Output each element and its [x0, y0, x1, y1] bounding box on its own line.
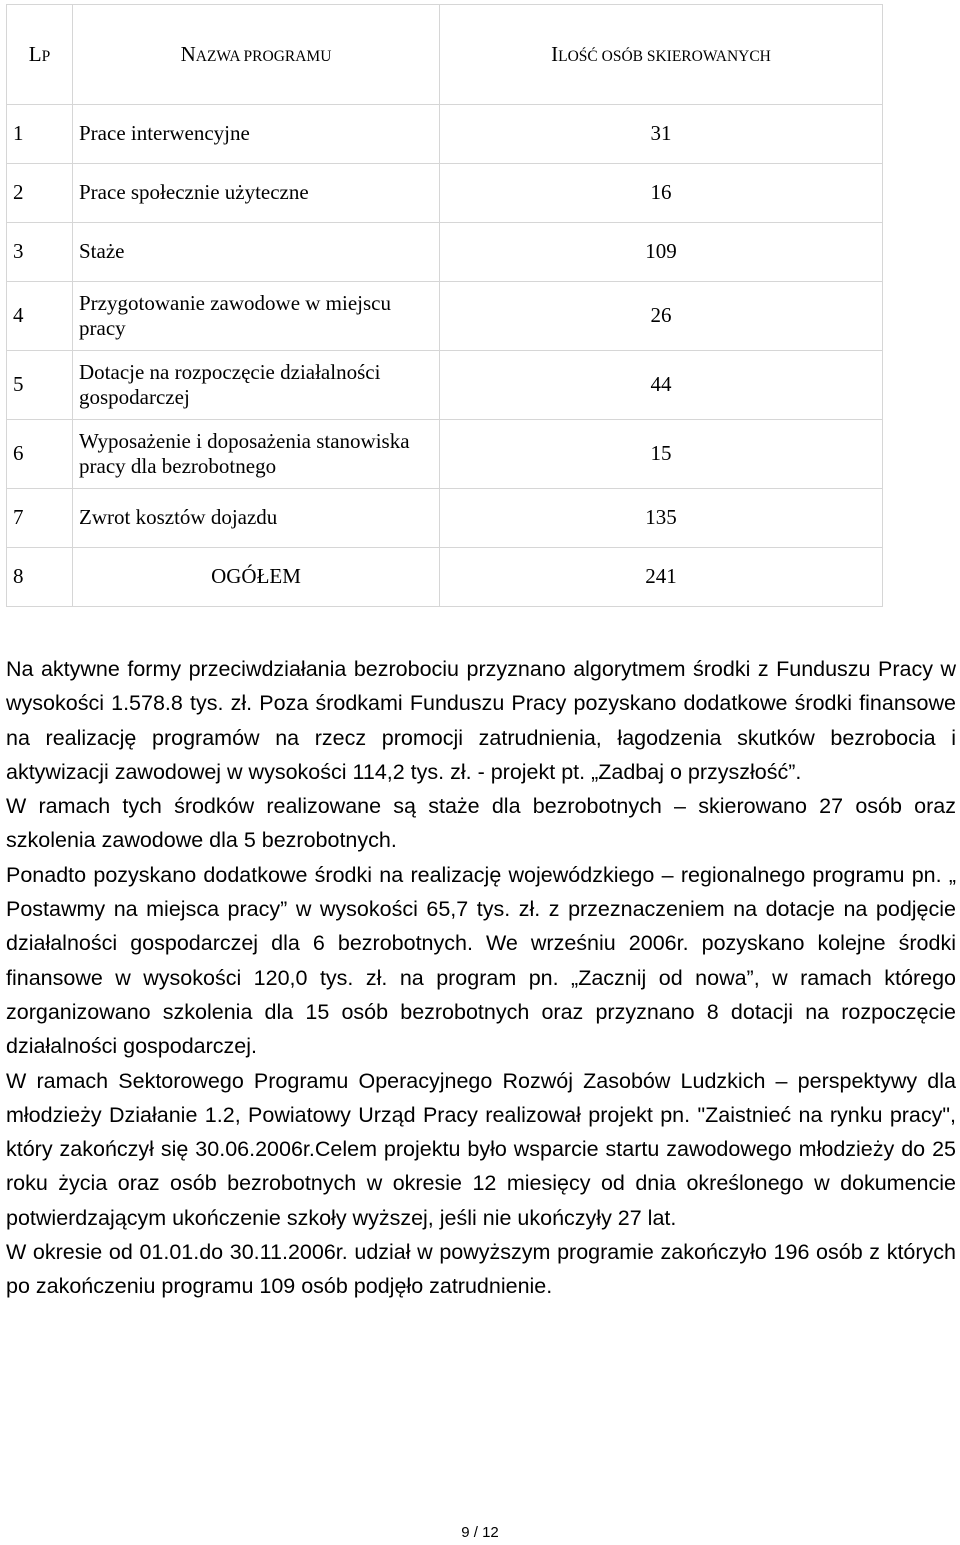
row-count: 16 — [440, 164, 883, 223]
table-row-total — [7, 548, 883, 607]
row-lp: 1 — [7, 105, 73, 164]
paragraph: W okresie od 01.01.do 30.11.2006r. udział w powyższym programie zakończyło 196 osób z których po zakończeniu programu 109 osób podjęło zatrudnienie. — [6, 1240, 956, 1299]
row-name: OGÓŁEM — [73, 548, 440, 607]
row-name: Przygotowanie zawodowe w miejscu pracy — [73, 282, 440, 351]
header-count — [440, 5, 883, 105]
header-lp-first: L — [28, 41, 42, 66]
header-count-rest: LOŚĆ OSÓB SKIEROWANYCH — [558, 47, 771, 65]
paragraph: W ramach Sektorowego Programu Operacyjnego Rozwój Zasobów Ludzkich – perspektywy dla młodzieży Działanie 1.2, Powiatowy Urząd Pracy realizował projekt pn. "Zaistnieć na rynku pracy", który zakończył się 30.06.2006r.Celem projektu było wsparcie startu zawodowego młodzieży do 25 roku życia oraz osób bezrobotnych w okresie 12 miesięcy od dnia określonego w dokumencie potwierdzającym ukończenie szkoły wyższej, jeśli nie ukończyły 27 lat. — [6, 1068, 956, 1230]
table-row — [7, 489, 883, 548]
row-lp: 3 — [7, 223, 73, 282]
table-row — [7, 351, 883, 420]
header-lp-rest: P — [41, 47, 51, 65]
row-lp: 2 — [7, 164, 73, 223]
row-lp: 5 — [7, 351, 73, 420]
row-name: Staże — [73, 223, 440, 282]
row-count: 15 — [440, 420, 883, 489]
table-header-row — [7, 5, 883, 105]
row-count: 241 — [440, 548, 883, 607]
page-number: 9 / 12 — [461, 1524, 499, 1541]
body-text — [6, 652, 956, 1304]
row-count: 44 — [440, 351, 883, 420]
table-row — [7, 105, 883, 164]
row-name: Wyposażenie i doposażenia stanowiska pracy dla bezrobotnego — [73, 420, 440, 489]
header-name — [73, 5, 440, 105]
row-lp: 4 — [7, 282, 73, 351]
programs-table — [6, 4, 883, 607]
header-name-rest: AZWA PROGRAMU — [195, 47, 332, 65]
row-count: 26 — [440, 282, 883, 351]
table-row — [7, 282, 883, 351]
row-name: Zwrot kosztów dojazdu — [73, 489, 440, 548]
header-lp — [7, 5, 73, 105]
table-row — [7, 223, 883, 282]
row-count: 31 — [440, 105, 883, 164]
row-name: Prace społecznie użyteczne — [73, 164, 440, 223]
paragraph: W ramach tych środków realizowane są staże dla bezrobotnych – skierowano 27 osób oraz szkolenia zawodowe dla 5 bezrobotnych. — [6, 794, 956, 853]
table-row — [7, 164, 883, 223]
header-count-first: I — [551, 41, 559, 66]
paragraph: Ponadto pozyskano dodatkowe środki na realizację wojewódzkiego – regionalnego programu pn. „ Postawmy na miejsca pracy” w wysokości 65,7 tys. zł. z przeznaczeniem na dotacje na podjęcie działalności gospodarczej dla 6 bezrobotnych. We wrześniu 2006r. pozyskano kolejne środki finansowe w wysokości 120,0 tys. zł. na program pn. „Zacznij od nowa”, w ramach którego zorganizowano szkolenia dla 15 osób bezrobotnych oraz przyznano 8 dotacji na rozpoczęcie działalności gospodarczej. — [6, 862, 956, 1059]
row-name: Dotacje na rozpoczęcie działalności gospodarczej — [73, 351, 440, 420]
header-name-first: N — [180, 41, 196, 66]
table-row — [7, 420, 883, 489]
paragraph: Na aktywne formy przeciwdziałania bezrobociu przyznano algorytmem środki z Funduszu Pracy w wysokości 1.578.8 tys. zł. Poza środkami Funduszu Pracy pozyskano dodatkowe środki finansowe na realizację programów na rzecz promocji zatrudnienia, łagodzenia skutków bezrobocia i aktywizacji zawodowej w wysokości 114,2 tys. zł. - projekt pt. „Zadbaj o przyszłość”. — [6, 657, 956, 784]
row-lp: 6 — [7, 420, 73, 489]
row-lp: 7 — [7, 489, 73, 548]
row-name: Prace interwencyjne — [73, 105, 440, 164]
row-count: 109 — [440, 223, 883, 282]
row-count: 135 — [440, 489, 883, 548]
row-lp: 8 — [7, 548, 73, 607]
